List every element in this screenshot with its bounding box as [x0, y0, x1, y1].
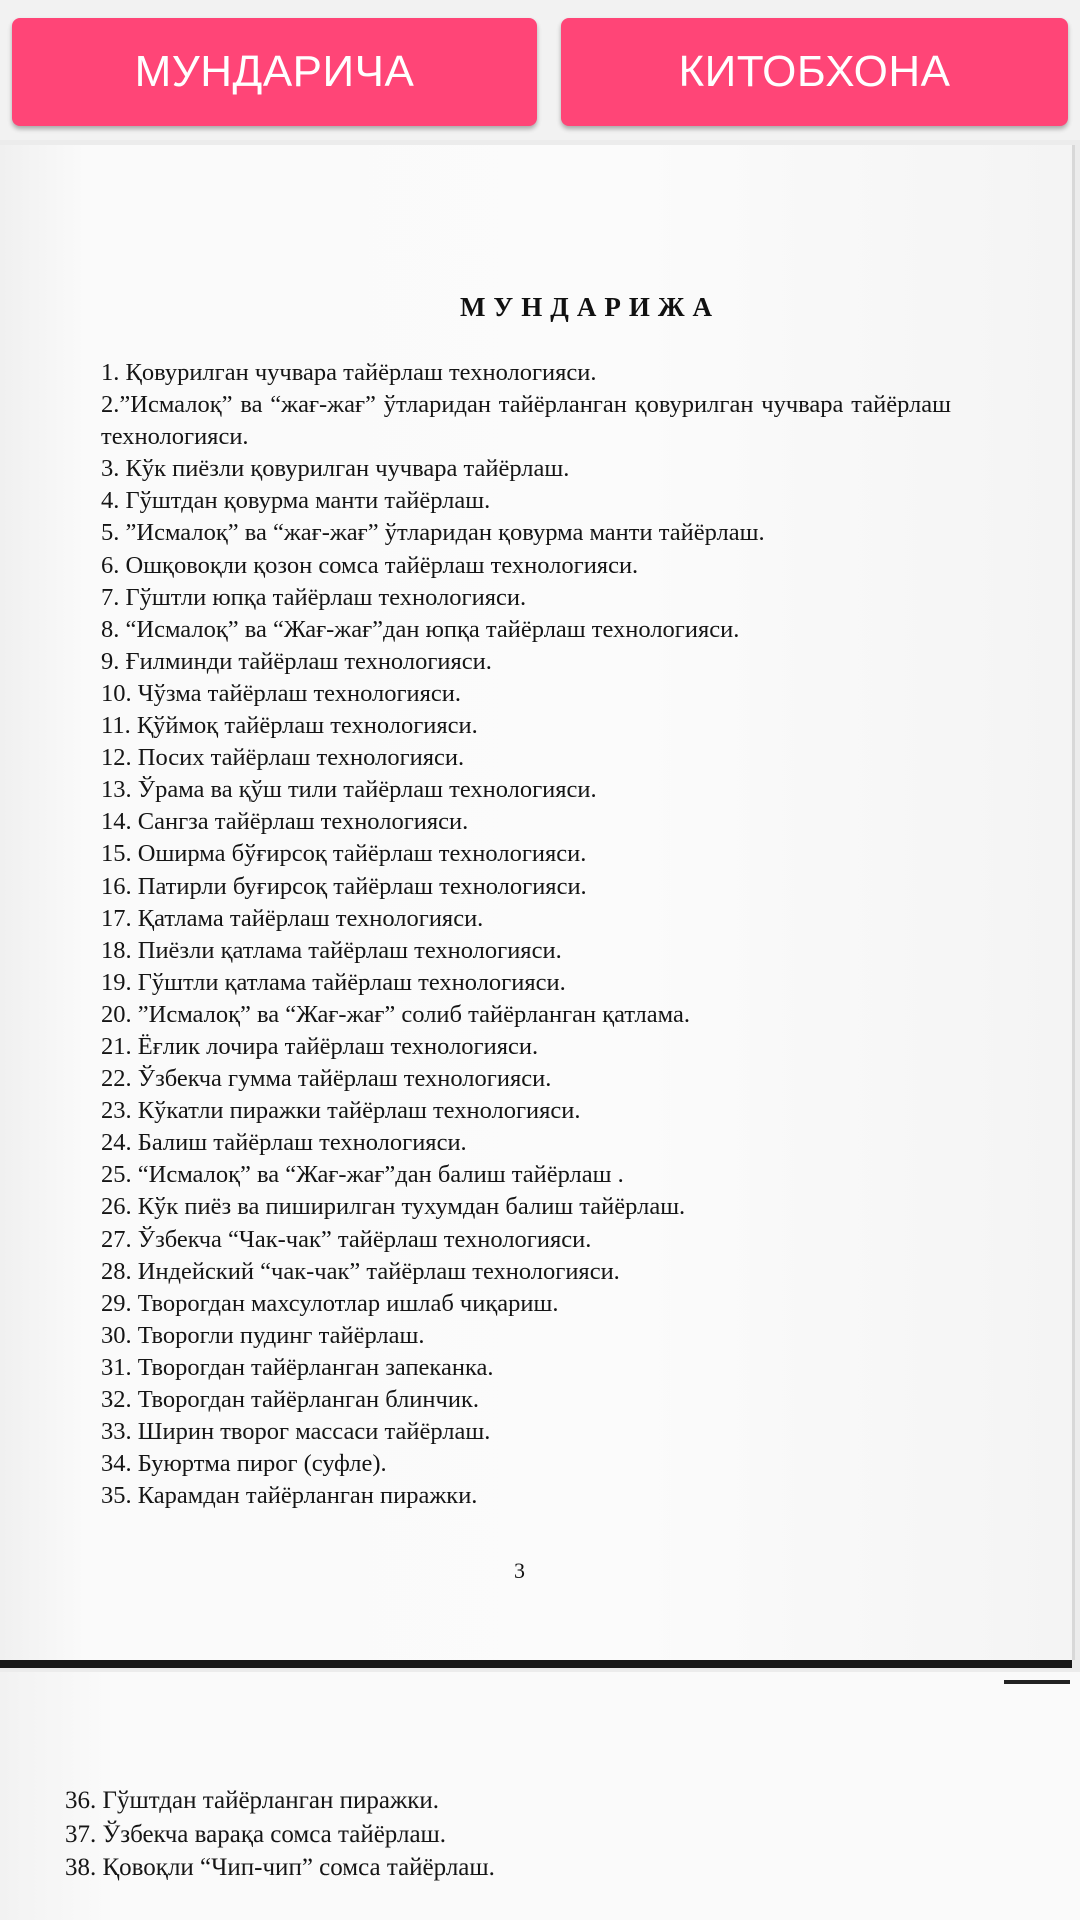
- toc-item: 12. Посих тайёрлаш технологияси.: [101, 744, 465, 772]
- toc-item: 38. Қовоқли “Чип-чип” сомса тайёрлаш.: [65, 1854, 495, 1881]
- toc-item: 17. Қатлама тайёрлаш технологияси.: [101, 904, 484, 932]
- toc-item: 14. Сангза тайёрлаш технологияси.: [101, 808, 469, 836]
- toc-item: 3. Кўк пиёзли қовурилган чучвара тайёрлаш.: [101, 455, 570, 483]
- scan-edge-line: [1004, 1680, 1070, 1684]
- document-title: МУНДАРИЖА: [459, 292, 721, 322]
- page-divider: [0, 1660, 1072, 1668]
- toc-item: 25. “Исмалоқ” ва “Жағ-жағ”дан балиш тайёрлаш .: [101, 1161, 624, 1189]
- toc-item: 22. Ўзбекча гумма тайёрлаш технологияси.: [101, 1065, 552, 1093]
- toc-item: 24. Балиш тайёрлаш технологияси.: [101, 1129, 467, 1157]
- toc-item: 9. Ғилминди тайёрлаш технологияси.: [101, 647, 492, 675]
- table-of-contents: [101, 357, 951, 1512]
- toc-item: 7. Гўштли юпқа тайёрлаш технологияси.: [101, 583, 527, 611]
- toc-item: 37. Ўзбекча варақа сомса тайёрлаш.: [65, 1820, 447, 1848]
- toc-item: 29. Творогдан махсулотлар ишлаб чиқариш.: [101, 1289, 559, 1317]
- toc-item: 27. Ўзбекча “Чак-чак” тайёрлаш технологияси.: [101, 1225, 592, 1253]
- table-of-contents-continued: [65, 1784, 965, 1885]
- page-number: 3: [514, 1558, 525, 1583]
- toc-item: 28. Индейский “чак-чак” тайёрлаш технологияси.: [101, 1257, 620, 1285]
- toc-item: 16. Патирли буғирсоқ тайёрлаш технологияси.: [101, 872, 587, 900]
- toc-item: 6. Ошқовоқли қозон сомса тайёрлаш технологияси.: [101, 551, 639, 579]
- toc-item: 10. Чўзма тайёрлаш технологияси.: [101, 679, 462, 707]
- toc-item: 32. Творогдан тайёрланган блинчик.: [101, 1386, 479, 1413]
- toc-item: 35. Карамдан тайёрланган пиражки.: [101, 1482, 478, 1510]
- toc-item: 20. ”Исмалоқ” ва “Жағ-жағ” солиб тайёрланган қатлама.: [101, 1000, 690, 1028]
- toc-item: 2.”Исмалоқ” ва “жағ-жағ” ўтларидан тайёрланган қовурилган чучвара тайёрлаш технологияси.: [101, 391, 951, 451]
- toc-item: 31. Творогдан тайёрланган запеканка.: [101, 1353, 494, 1381]
- toc-item: 34. Буюртма пирог (суфле).: [101, 1450, 387, 1478]
- top-toolbar: [0, 0, 1080, 140]
- toc-item: 26. Кўк пиёз ва пиширилган тухумдан балиш тайёрлаш.: [101, 1193, 686, 1221]
- toc-item: 33. Ширин творог массаси тайёрлаш.: [101, 1418, 491, 1446]
- toc-item: 13. Ўрама ва қўш тили тайёрлаш технологияси.: [101, 776, 597, 804]
- toc-item: 21. Ёғлик лочира тайёрлаш технологияси.: [101, 1032, 539, 1060]
- toc-item: 30. Творогли пудинг тайёрлаш.: [101, 1321, 425, 1349]
- library-button[interactable]: КИТОБХОНА: [561, 18, 1068, 126]
- toc-item: 15. Оширма бўғирсоқ тайёрлаш технологияси.: [101, 840, 587, 868]
- toc-item: 36. Гўштдан тайёрланган пиражки.: [65, 1787, 440, 1814]
- toc-item: 18. Пиёзли қатлама тайёрлаш технологияси.: [101, 936, 562, 964]
- toc-item: 5. ”Исмалоқ” ва “жағ-жағ” ўтларидан қовурма манти тайёрлаш.: [101, 519, 765, 547]
- toc-item: 19. Гўштли қатлама тайёрлаш технологияси.: [101, 968, 566, 996]
- toc-item: 11. Қўймоқ тайёрлаш технологияси.: [101, 712, 478, 740]
- toc-item: 4. Гўштдан қовурма манти тайёрлаш.: [101, 487, 491, 515]
- toc-item: 1. Қовурилган чучвара тайёрлаш технологияси.: [101, 359, 597, 386]
- toc-item: 23. Кўкатли пиражки тайёрлаш технологияси.: [101, 1097, 581, 1125]
- contents-button[interactable]: МУНДАРИЧА: [12, 18, 537, 126]
- toc-item: 8. “Исмалоқ” ва “Жағ-жағ”дан юпқа тайёрлаш технологияси.: [101, 615, 740, 643]
